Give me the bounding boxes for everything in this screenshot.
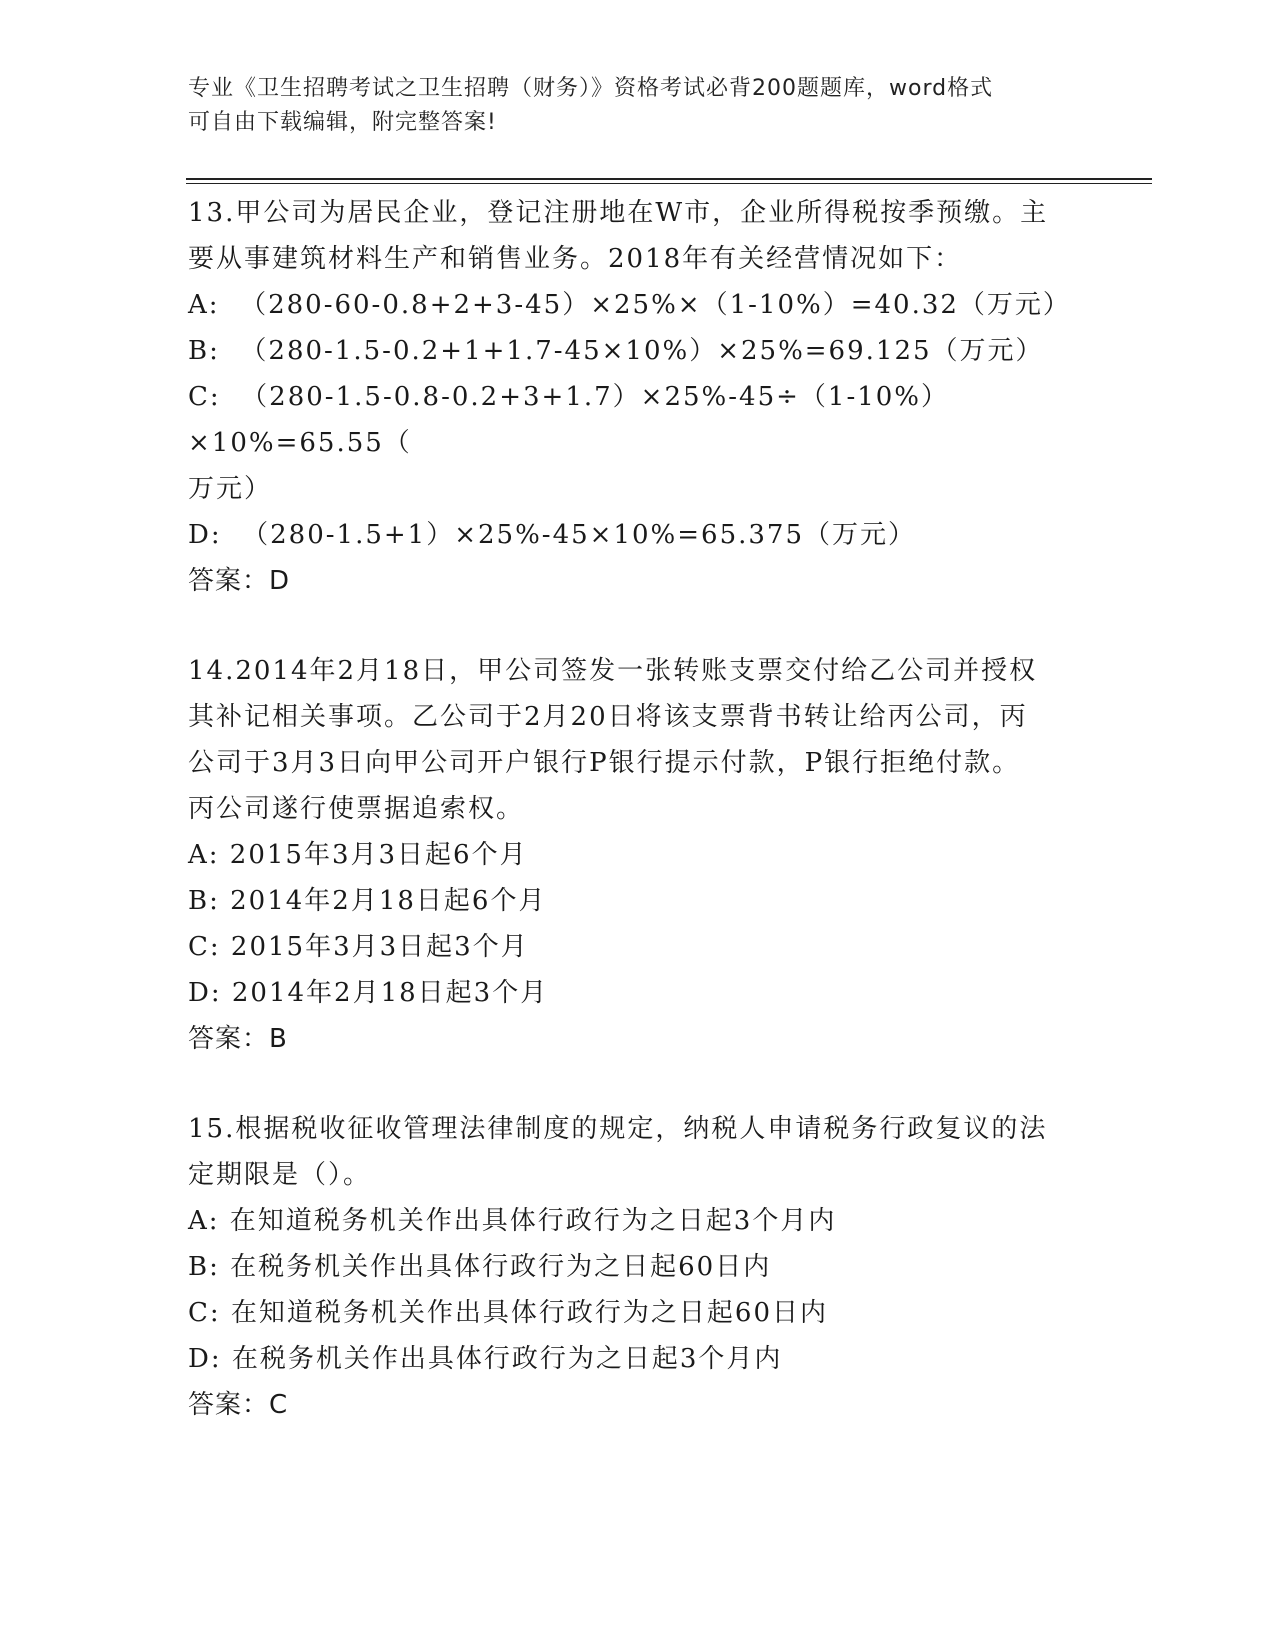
question-14	[188, 648, 1088, 1062]
option-b: B: 2014年2月18日起6个月	[188, 886, 547, 916]
question-stem-line: 丙公司遂行使票据追索权。	[188, 794, 525, 824]
answer-label: 答案：B	[188, 1024, 288, 1054]
option-d: D: 在税务机关作出具体行政行为之日起3个月内	[188, 1344, 783, 1374]
option-c: C: 2015年3月3日起3个月	[188, 932, 529, 962]
question-stem-line: 13.甲公司为居民企业，登记注册地在W市，企业所得税按季预缴。主	[188, 198, 1049, 228]
answer-label: 答案：C	[188, 1390, 289, 1420]
question-list	[188, 190, 1088, 1472]
header-divider-thin	[186, 183, 1152, 184]
question-stem-line: 14.2014年2月18日，甲公司签发一张转账支票交付给乙公司并授权	[188, 656, 1038, 686]
question-stem-line: 公司于3月3日向甲公司开户银行P银行提示付款，P银行拒绝付款。	[188, 748, 1021, 778]
header-line-1: 专业《卫生招聘考试之卫生招聘（财务）》资格考试必背200题题库，word格式	[188, 76, 994, 101]
option-b: B: （280-1.5-0.2+1+1.7-45×10%）×25%=69.125（万元）	[188, 336, 1044, 366]
option-d: D: 2014年2月18日起3个月	[188, 978, 549, 1008]
question-stem-line: 其补记相关事项。乙公司于2月20日将该支票背书转让给丙公司，丙	[188, 702, 1028, 732]
option-b: B: 在税务机关作出具体行政行为之日起60日内	[188, 1252, 772, 1282]
question-15	[188, 1106, 1088, 1428]
option-a: A: （280-60-0.8+2+3-45）×25%×（1-10%）=40.32（万元）	[188, 290, 1071, 320]
option-a: A: 在知道税务机关作出具体行政行为之日起3个月内	[188, 1206, 837, 1236]
header-divider-thick	[186, 178, 1152, 180]
option-c: C: （280-1.5-0.8-0.2+3+1.7）×25%-45÷（1-10%）×10%=65.55（	[188, 382, 950, 458]
option-c-continued: 万元）	[188, 474, 273, 504]
question-stem-line: 要从事建筑材料生产和销售业务。2018年有关经营情况如下：	[188, 244, 963, 274]
header-line-2: 可自由下载编辑，附完整答案!	[188, 110, 497, 135]
option-d: D: （280-1.5+1）×25%-45×10%=65.375（万元）	[188, 520, 916, 550]
question-stem-line: 15.根据税收征收管理法律制度的规定，纳税人申请税务行政复议的法	[188, 1114, 1048, 1144]
answer-label: 答案：D	[188, 566, 291, 596]
question-stem-line: 定期限是（）。	[188, 1160, 372, 1190]
option-c: C: 在知道税务机关作出具体行政行为之日起60日内	[188, 1298, 829, 1328]
question-13	[188, 190, 1088, 604]
option-a: A: 2015年3月3日起6个月	[188, 840, 528, 870]
document-header	[188, 72, 1068, 140]
